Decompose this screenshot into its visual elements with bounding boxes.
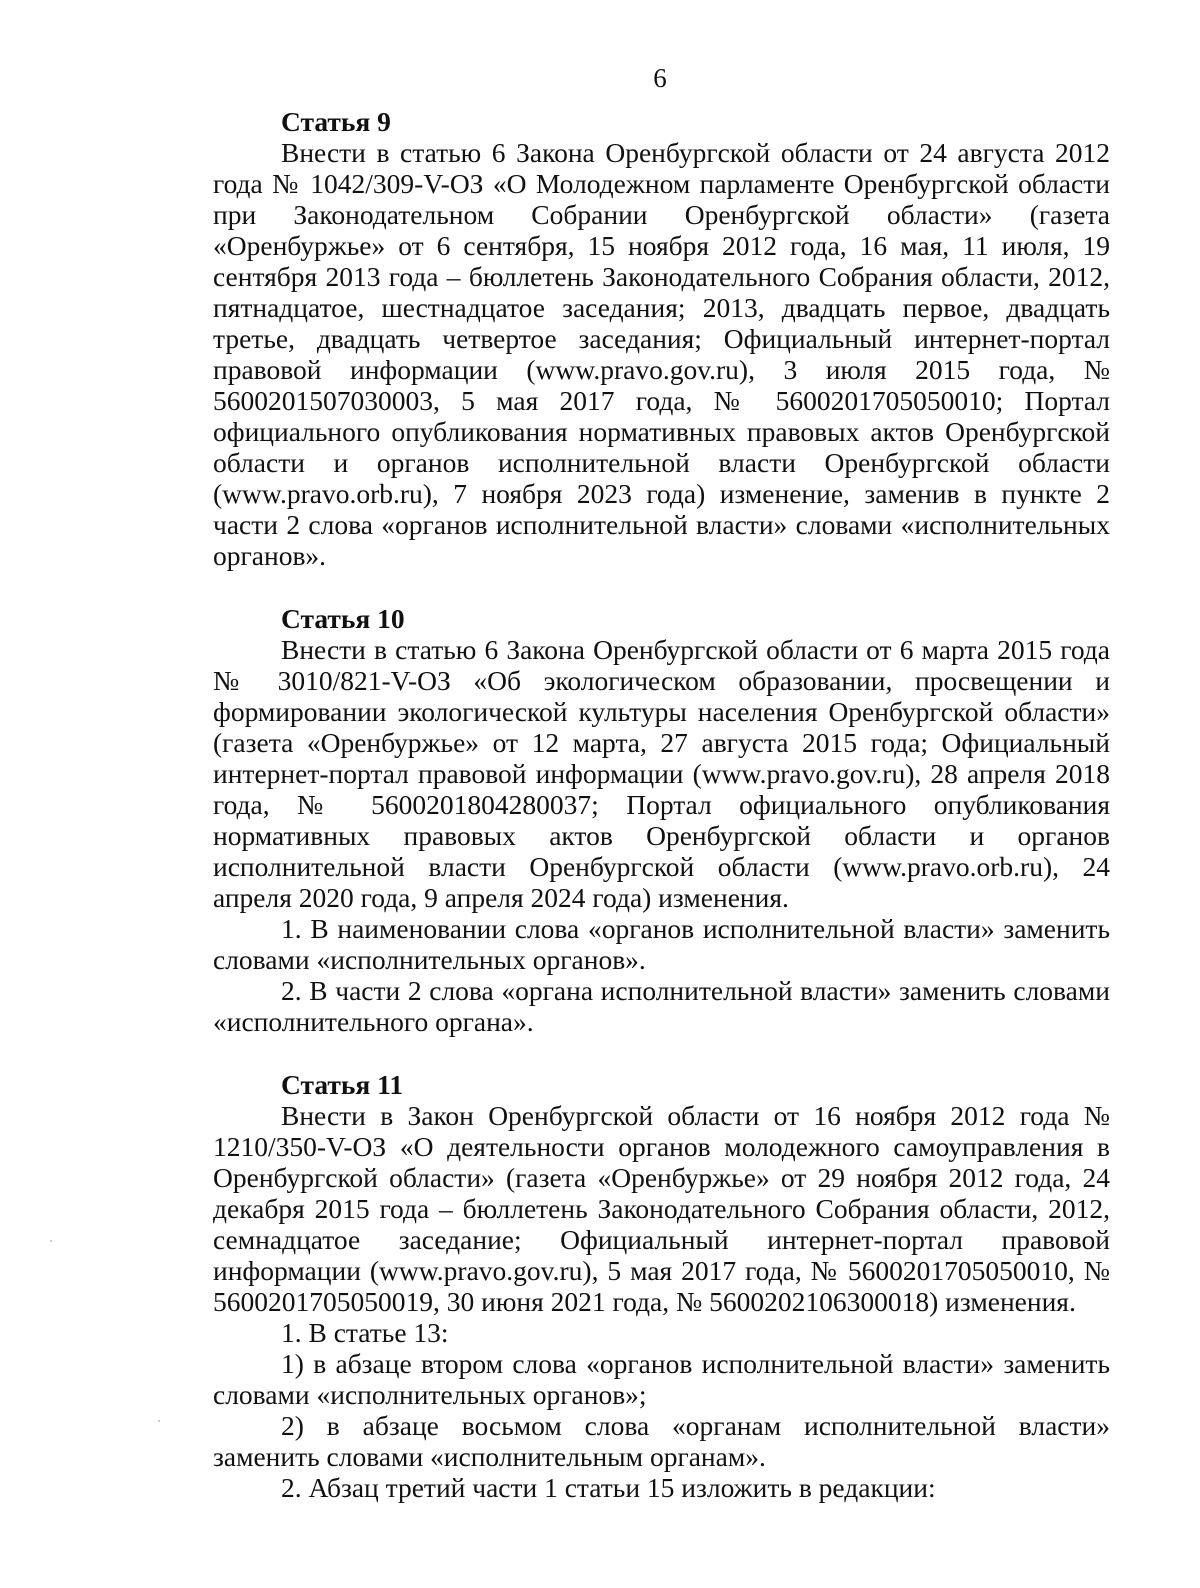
article-paragraph: Внести в статью 6 Закона Оренбургской области от 6 марта 2015 года № 3010/821-V-ОЗ «Об экологическом образовании, просвещении и формировании экологической культуры населения Оренбургской области» (газета «Оренбуржье» от 12 марта, 27 августа 2015 года; Официальный интернет-портал правовой информации (www.pravo.gov.ru), 28 апреля 2018 года, № 5600201804280037; Портал официального опубликования нормативных правовых актов Оренбургской области и органов исполнительной власти Оренбургской области (www.pravo.orb.ru), 24 апреля 2020 года, 9 апреля 2024 года) изменения.	[213, 634, 1110, 913]
article-paragraph: 1) в абзаце втором слова «органов исполнительной власти» заменить словами «исполнительных органов»;	[213, 1348, 1110, 1410]
article-11	[213, 1069, 1110, 1503]
article-title: Статья 9	[281, 106, 391, 137]
article-title: Статья 11	[281, 1069, 404, 1100]
article-title: Статья 10	[281, 603, 405, 634]
article-paragraph: 2. Абзац третий части 1 статьи 15 изложить в редакции:	[281, 1472, 936, 1503]
scan-speck	[158, 1420, 160, 1422]
article-paragraph: Внести в статью 6 Закона Оренбургской области от 24 августа 2012 года № 1042/309-V-ОЗ «О Молодежном парламенте Оренбургской области при Законодательном Собрании Оренбургской области» (газета «Оренбуржье» от 6 сентября, 15 ноября 2012 года, 16 мая, 11 июля, 19 сентября 2013 года – бюллетень Законодательного Собрания области, 2012, пятнадцатое, шестнадцатое заседания; 2013, двадцать первое, двадцать третье, двадцать четвертое заседания; Официальный интернет-портал правовой информации (www.pravo.gov.ru), 3 июля 2015 года, № 5600201507030003, 5 мая 2017 года, № 5600201705050010; Портал официального опубликования нормативных правовых актов Оренбургской области и органов исполнительной власти Оренбургской области (www.pravo.orb.ru), 7 ноября 2023 года) изменение, заменив в пункте 2 части 2 слова «органов исполнительной власти» словами «исполнительных органов».	[213, 137, 1110, 571]
article-paragraph: 1. В статье 13:	[281, 1317, 449, 1348]
scan-speck	[50, 1240, 52, 1242]
article-10	[213, 603, 1110, 1037]
page-number: 6	[653, 63, 667, 93]
article-paragraph: 2. В части 2 слова «органа исполнительной власти» заменить словами «исполнительного органа».	[213, 975, 1110, 1037]
document-body	[213, 106, 1110, 1503]
article-paragraph: 1. В наименовании слова «органов исполнительной власти» заменить словами «исполнительных органов».	[213, 913, 1110, 975]
article-paragraph: 2) в абзаце восьмом слова «органам исполнительной власти» заменить словами «исполнительным органам».	[213, 1410, 1110, 1472]
article-9	[213, 106, 1110, 571]
article-paragraph: Внести в Закон Оренбургской области от 16 ноября 2012 года № 1210/350-V-ОЗ «О деятельности органов молодежного самоуправления в Оренбургской области» (газета «Оренбуржье» от 29 ноября 2012 года, 24 декабря 2015 года – бюллетень Законодательного Собрания области, 2012, семнадцатое заседание; Официальный интернет-портал правовой информации (www.pravo.gov.ru), 5 мая 2017 года, № 5600201705050010, № 5600201705050019, 30 июня 2021 года, № 5600202106300018) изменения.	[213, 1100, 1110, 1317]
